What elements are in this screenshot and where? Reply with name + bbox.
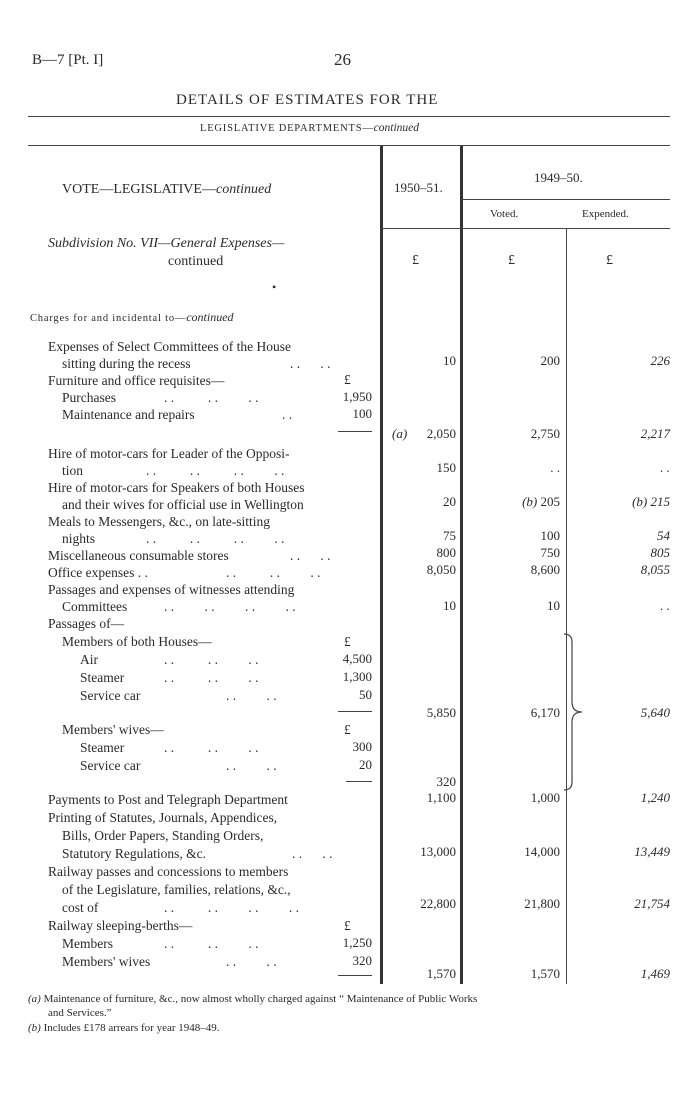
misc-1950-51: 800	[436, 545, 456, 560]
table-top-rule	[28, 145, 670, 146]
page-subtitle: LEGISLATIVE DEPARTMENTS—continued	[200, 122, 419, 134]
col-header-1950-51: 1950–51.	[394, 180, 443, 195]
label-air: Air	[80, 652, 98, 667]
label-post-telegraph: Payments to Post and Telegraph Department	[48, 792, 288, 807]
subdivision-heading: Subdivision No. VII—General Expenses—	[48, 236, 285, 251]
label-railway-2: of the Legislature, families, relations, &c.,	[62, 882, 291, 897]
label-furniture: Furniture and office requisites—	[48, 373, 225, 388]
amount-service-car: 50	[359, 687, 372, 702]
leader-dots: . . . .	[292, 846, 333, 861]
label-select-committees-2: sitting during the recess	[62, 356, 191, 371]
amount-maintenance: 100	[352, 406, 372, 421]
furniture-voted: 2,750	[530, 426, 560, 441]
label-maintenance: Maintenance and repairs	[62, 407, 195, 422]
label-railway-1: Railway passes and concessions to members	[48, 864, 289, 879]
leader-dots: . . . .	[226, 688, 277, 703]
select-1950-51: 10	[443, 353, 456, 368]
furniture-expended: 2,217	[640, 426, 670, 441]
label-sleep-wives: Members' wives	[62, 954, 151, 969]
leader-dots: . . . . . .	[164, 390, 259, 405]
currency-wives: £	[344, 722, 351, 737]
hire-opp-expended: . .	[660, 460, 670, 475]
label-printing-2: Bills, Order Papers, Standing Orders,	[62, 828, 264, 843]
sleeping-expended: 1,469	[640, 966, 670, 981]
label-sleeping-berths: Railway sleeping-berths—	[48, 918, 193, 933]
label-printing-3: Statutory Regulations, &c.	[62, 846, 206, 861]
label-select-committees-1: Expenses of Select Committees of the House	[48, 339, 291, 354]
amount-sleep-members: 1,250	[342, 935, 372, 950]
printing-voted: 14,000	[524, 844, 560, 859]
meals-voted: 100	[540, 528, 560, 543]
page-number: 26	[334, 50, 351, 69]
label-meals-1: Meals to Messengers, &c., on late-sitting	[48, 514, 270, 529]
office-voted: 8,600	[530, 562, 560, 577]
label-steamer: Steamer	[80, 670, 125, 685]
subtotal-rule	[338, 711, 372, 712]
witness-1950-51: 10	[443, 598, 456, 613]
footnote-b: (b) Includes £178 arrears for year 1948–49.	[28, 1022, 220, 1034]
post-1950-51: 1,100	[426, 790, 456, 805]
leader-dots: . . . .	[226, 954, 277, 969]
leader-dots: . . . . . . . .	[164, 900, 299, 915]
column-rule-2	[460, 146, 463, 984]
leader-dots: . .	[282, 407, 293, 422]
printing-expended: 13,449	[634, 844, 670, 859]
post-voted: 1,000	[530, 790, 560, 805]
leader-dots: . . . .	[290, 548, 331, 563]
meals-1950-51: 75	[443, 528, 456, 543]
subtotal-rule	[338, 431, 372, 432]
column-header-rule	[382, 228, 670, 229]
currency-members: £	[344, 634, 351, 649]
page-title: DETAILS OF ESTIMATES FOR THE	[176, 92, 439, 108]
label-members-both: Members of both Houses—	[62, 634, 212, 649]
leader-dots: . . . . . .	[164, 740, 259, 755]
amount-purchases: 1,950	[342, 389, 372, 404]
column-rule-1	[380, 146, 383, 984]
hire-spk-expended: (b) 215	[632, 494, 670, 509]
hire-opp-1950-51: 150	[436, 460, 456, 475]
witness-expended: . .	[660, 598, 670, 613]
misc-expended: 805	[650, 545, 670, 560]
footnote-a-continued: and Services.”	[48, 1007, 112, 1019]
amount-wives-steamer: 300	[352, 739, 372, 754]
hire-opp-voted: . .	[550, 460, 560, 475]
misc-voted: 750	[540, 545, 560, 560]
amount-steamer: 1,300	[342, 669, 372, 684]
sleeping-1950-51: 1,570	[426, 966, 456, 981]
members-voted: 6,170	[530, 705, 560, 720]
label-hire-opposition-1: Hire of motor-cars for Leader of the Opposi-	[48, 446, 290, 461]
members-1950-51: 5,850	[426, 705, 456, 720]
prior-year-rule	[462, 199, 670, 200]
label-meals-2: nights	[62, 531, 96, 546]
amount-air: 4,500	[342, 651, 372, 666]
label-witnesses-1: Passages and expenses of witnesses attending	[48, 582, 295, 597]
amount-wives-service-car: 20	[359, 757, 372, 772]
label-witnesses-2: Committees	[62, 599, 128, 614]
furniture-1950-51: 2,050	[426, 426, 456, 441]
label-members-wives: Members' wives—	[62, 722, 164, 737]
label-hire-speakers-2: and their wives for official use in Wellington	[62, 497, 304, 512]
label-misc-stores: Miscellaneous consumable stores	[48, 548, 229, 563]
select-expended: 226	[650, 353, 670, 368]
subtotal-rule	[346, 781, 372, 782]
currency-col1: £	[412, 253, 419, 268]
railway-voted: 21,800	[524, 896, 560, 911]
leader-dots: . . . . . . . .	[146, 531, 285, 546]
office-1950-51: 8,050	[426, 562, 456, 577]
label-wives-steamer: Steamer	[80, 740, 125, 755]
hire-spk-voted: (b) 205	[522, 494, 560, 509]
bullet-dot: •	[272, 280, 277, 294]
label-service-car: Service car	[80, 688, 141, 703]
subtotal-rule	[338, 975, 372, 976]
right-brace	[562, 632, 592, 792]
witness-voted: 10	[547, 598, 560, 613]
leader-dots: . . . . . .	[226, 565, 321, 580]
leader-dots: . . . . . . . .	[164, 599, 296, 614]
sleeping-voted: 1,570	[530, 966, 560, 981]
label-wives-service-car: Service car	[80, 758, 141, 773]
leader-dots: . . . .	[290, 356, 331, 371]
leader-dots: . . . . . .	[164, 936, 259, 951]
currency-sleeping: £	[344, 918, 351, 933]
hire-spk-1950-51: 20	[443, 494, 456, 509]
subdivision-continued: continued	[168, 254, 224, 269]
footnote-ref-a: (a)	[392, 426, 408, 441]
printing-1950-51: 13,000	[420, 844, 456, 859]
label-sleep-members: Members	[62, 936, 113, 951]
leader-dots: . . . . . .	[164, 670, 259, 685]
wives-total-1950-51: 320	[436, 774, 456, 789]
currency-col3: £	[606, 253, 613, 268]
select-voted: 200	[540, 353, 560, 368]
vote-heading: VOTE—LEGISLATIVE—continued	[62, 182, 272, 197]
currency-furniture: £	[344, 372, 351, 387]
currency-col2: £	[508, 253, 515, 268]
document-reference: B—7 [Pt. I]	[32, 52, 104, 68]
col-header-expended: Expended.	[582, 208, 629, 220]
label-printing-1: Printing of Statutes, Journals, Appendices,	[48, 810, 278, 825]
label-office-expenses: Office expenses . .	[48, 565, 148, 580]
leader-dots: . . . . . . . .	[146, 463, 285, 478]
label-railway-3: cost of	[62, 900, 99, 915]
charges-heading: Charges for and incidental to—continued	[30, 310, 234, 324]
label-purchases: Purchases	[62, 390, 116, 405]
post-expended: 1,240	[640, 790, 670, 805]
members-expended: 5,640	[640, 705, 670, 720]
leader-dots: . . . .	[226, 758, 277, 773]
meals-expended: 54	[657, 528, 670, 543]
office-expended: 8,055	[640, 562, 670, 577]
column-rule-3	[566, 228, 567, 984]
label-hire-opposition-2: tion	[62, 463, 84, 478]
label-passages: Passages of—	[48, 616, 125, 631]
col-header-voted: Voted.	[490, 208, 519, 220]
label-hire-speakers-1: Hire of motor-cars for Speakers of both Houses	[48, 480, 305, 495]
railway-expended: 21,754	[634, 896, 670, 911]
amount-sleep-wives: 320	[352, 953, 372, 968]
title-rule	[28, 116, 670, 117]
col-header-1949-50: 1949–50.	[534, 170, 583, 185]
footnote-a: (a) Maintenance of furniture, &c., now almost wholly charged against “ Maintenance of Public Works	[28, 993, 478, 1005]
leader-dots: . . . . . .	[164, 652, 259, 667]
railway-1950-51: 22,800	[420, 896, 456, 911]
